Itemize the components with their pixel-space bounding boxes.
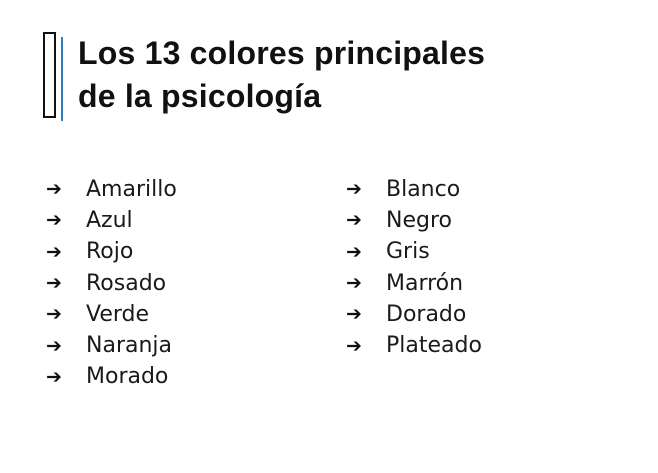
arrow-right-icon: ➔ — [46, 178, 62, 201]
list-item-label: Dorado — [386, 301, 467, 327]
list-item-label: Morado — [86, 364, 169, 390]
arrow-right-icon: ➔ — [346, 209, 362, 232]
arrow-right-icon: ➔ — [46, 303, 62, 326]
arrow-right-icon: ➔ — [346, 334, 362, 357]
arrow-right-icon: ➔ — [346, 272, 362, 295]
list-item — [46, 330, 316, 361]
list-item-label: Plateado — [386, 333, 482, 359]
list-item — [46, 237, 316, 268]
arrow-right-icon: ➔ — [346, 178, 362, 201]
list-item — [346, 237, 616, 268]
list-item-label: Rojo — [86, 239, 134, 265]
list-item — [46, 268, 316, 299]
color-list-right — [346, 174, 616, 362]
page-title-line-1: Los 13 colores principales — [78, 35, 486, 71]
list-item-label: Rosado — [86, 270, 167, 296]
arrow-right-icon: ➔ — [46, 365, 62, 388]
title-accent-line — [61, 37, 63, 121]
list-item — [346, 174, 616, 205]
page-title-line-2: de la psicología — [78, 78, 322, 114]
list-item — [46, 205, 316, 236]
list-item-label: Blanco — [386, 176, 461, 202]
list-item-label: Marrón — [386, 270, 464, 296]
color-list-left — [46, 174, 316, 393]
arrow-right-icon: ➔ — [346, 303, 362, 326]
list-item-label: Amarillo — [86, 176, 177, 202]
list-item-label: Azul — [86, 207, 133, 233]
arrow-right-icon: ➔ — [46, 272, 62, 295]
arrow-right-icon: ➔ — [46, 240, 62, 263]
list-item — [46, 362, 316, 393]
list-item — [346, 330, 616, 361]
arrow-right-icon: ➔ — [346, 240, 362, 263]
list-item-label: Verde — [86, 301, 150, 327]
list-item — [346, 205, 616, 236]
list-item — [46, 299, 316, 330]
title-marker-decoration — [43, 32, 56, 118]
list-item-label: Negro — [386, 207, 452, 233]
arrow-right-icon: ➔ — [46, 334, 62, 357]
list-item-label: Gris — [386, 239, 430, 265]
list-item — [46, 174, 316, 205]
list-item-label: Naranja — [86, 333, 173, 359]
arrow-right-icon: ➔ — [46, 209, 62, 232]
list-item — [346, 268, 616, 299]
list-item — [346, 299, 616, 330]
page-title — [78, 32, 638, 118]
